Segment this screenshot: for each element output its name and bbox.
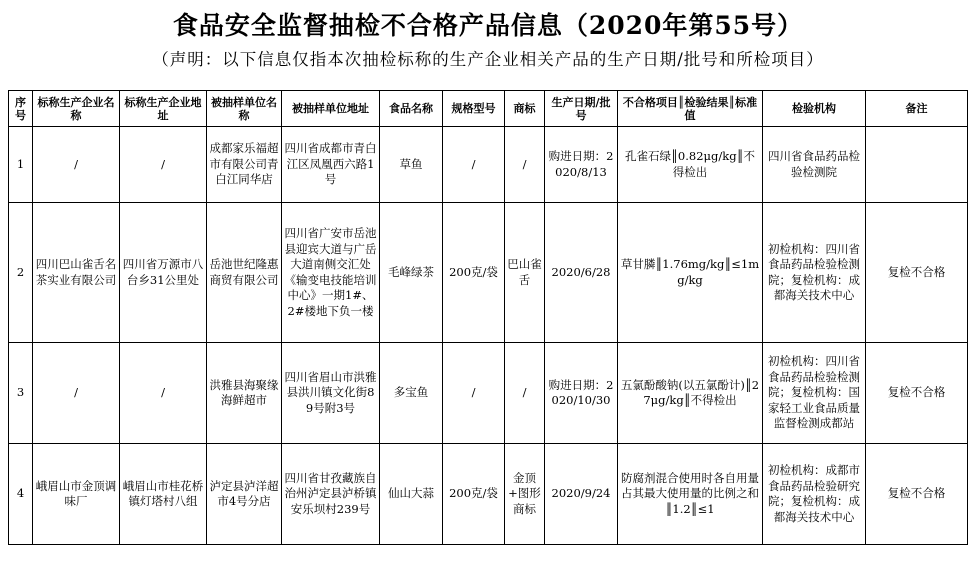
table-cell: 成都家乐福超市有限公司青白江同华店 xyxy=(207,127,282,203)
table-cell: 复检不合格 xyxy=(866,444,968,545)
table-cell: 防腐剂混合使用时各自用量占其最大使用量的比例之和║1.2║≤1 xyxy=(618,444,763,545)
page-title: 食品安全监督抽检不合格产品信息（2020年第55号） xyxy=(172,11,804,40)
disclaimer-subtitle: （声明：以下信息仅指本次抽检标称的生产企业相关产品的生产日期/批号和所检项目） xyxy=(152,50,824,69)
table-cell: 泸定县泸洋超市4号分店 xyxy=(207,444,282,545)
table-cell: / xyxy=(33,127,120,203)
table-cell: 仙山大蒜 xyxy=(380,444,443,545)
table-cell: 3 xyxy=(9,343,33,444)
header-cell: 不合格项目║检验结果║标准值 xyxy=(618,91,763,127)
table-cell: 四川省广安市岳池县迎宾大道与广岳大道南侧交汇处《输变电技能培训中心》一期1#、2#楼地下负一楼 xyxy=(282,203,380,343)
table-cell: 2020/6/28 xyxy=(545,203,618,343)
table-cell: 四川省成都市青白江区凤凰西六路1号 xyxy=(282,127,380,203)
table-cell: 200克/袋 xyxy=(443,444,505,545)
header-cell: 标称生产企业名称 xyxy=(33,91,120,127)
table-cell: / xyxy=(443,127,505,203)
table-cell: / xyxy=(33,343,120,444)
table-cell: 初检机构：四川省食品药品检验检测院；复检机构：成都海关技术中心 xyxy=(763,203,866,343)
table-row xyxy=(9,127,968,203)
table-cell: 初检机构：成都市食品药品检验研究院；复检机构：成都海关技术中心 xyxy=(763,444,866,545)
header-cell: 食品名称 xyxy=(380,91,443,127)
header-cell: 被抽样单位地址 xyxy=(282,91,380,127)
table-cell: 购进日期：2020/8/13 xyxy=(545,127,618,203)
header-cell: 备注 xyxy=(866,91,968,127)
header-cell: 被抽样单位名称 xyxy=(207,91,282,127)
table-row xyxy=(9,203,968,343)
table-cell: / xyxy=(120,127,207,203)
table-cell: 草鱼 xyxy=(380,127,443,203)
header-cell: 检验机构 xyxy=(763,91,866,127)
table-cell: 四川省眉山市洪雅县洪川镇文化街89号附3号 xyxy=(282,343,380,444)
table-cell: 五氯酚酸钠(以五氯酚计)║27μg/kg║不得检出 xyxy=(618,343,763,444)
table-cell: 复检不合格 xyxy=(866,343,968,444)
table-cell: 孔雀石绿║0.82μg/kg║不得检出 xyxy=(618,127,763,203)
table-row xyxy=(9,444,968,545)
header-cell: 标称生产企业地址 xyxy=(120,91,207,127)
table-cell: 1 xyxy=(9,127,33,203)
table-cell: 四川省万源市八台乡31公里处 xyxy=(120,203,207,343)
table-cell: / xyxy=(443,343,505,444)
table-cell: 4 xyxy=(9,444,33,545)
header-cell: 序号 xyxy=(9,91,33,127)
table-cell: 2020/9/24 xyxy=(545,444,618,545)
inspection-table xyxy=(8,90,968,545)
table-cell: 四川省甘孜藏族自治州泸定县泸桥镇安乐坝村239号 xyxy=(282,444,380,545)
table-cell: 峨眉山市桂花桥镇灯塔村八组 xyxy=(120,444,207,545)
table-cell: 四川巴山雀舌名茶实业有限公司 xyxy=(33,203,120,343)
table-cell: 四川省食品药品检验检测院 xyxy=(763,127,866,203)
table-cell: 金顶+图形商标 xyxy=(505,444,545,545)
table-cell: 巴山雀舌 xyxy=(505,203,545,343)
table-cell: 复检不合格 xyxy=(866,203,968,343)
table-cell: 2 xyxy=(9,203,33,343)
table-cell: 毛峰绿茶 xyxy=(380,203,443,343)
table-row xyxy=(9,343,968,444)
table-cell: 200克/袋 xyxy=(443,203,505,343)
header-cell: 商标 xyxy=(505,91,545,127)
table-cell: 多宝鱼 xyxy=(380,343,443,444)
table-cell: / xyxy=(505,343,545,444)
table-cell: 初检机构：四川省食品药品检验检测院；复检机构：国家轻工业食品质量监督检测成都站 xyxy=(763,343,866,444)
table-header-row xyxy=(9,91,968,127)
table-cell xyxy=(866,127,968,203)
table-cell: 岳池世纪隆惠商贸有限公司 xyxy=(207,203,282,343)
table-cell: 购进日期：2020/10/30 xyxy=(545,343,618,444)
table-cell: / xyxy=(120,343,207,444)
table-cell: 峨眉山市金顶调味厂 xyxy=(33,444,120,545)
header-cell: 规格型号 xyxy=(443,91,505,127)
header-cell: 生产日期/批号 xyxy=(545,91,618,127)
table-cell: 洪雅县海聚缘海鲜超市 xyxy=(207,343,282,444)
table-cell: 草甘膦║1.76mg/kg║≤1mg/kg xyxy=(618,203,763,343)
table-cell: / xyxy=(505,127,545,203)
